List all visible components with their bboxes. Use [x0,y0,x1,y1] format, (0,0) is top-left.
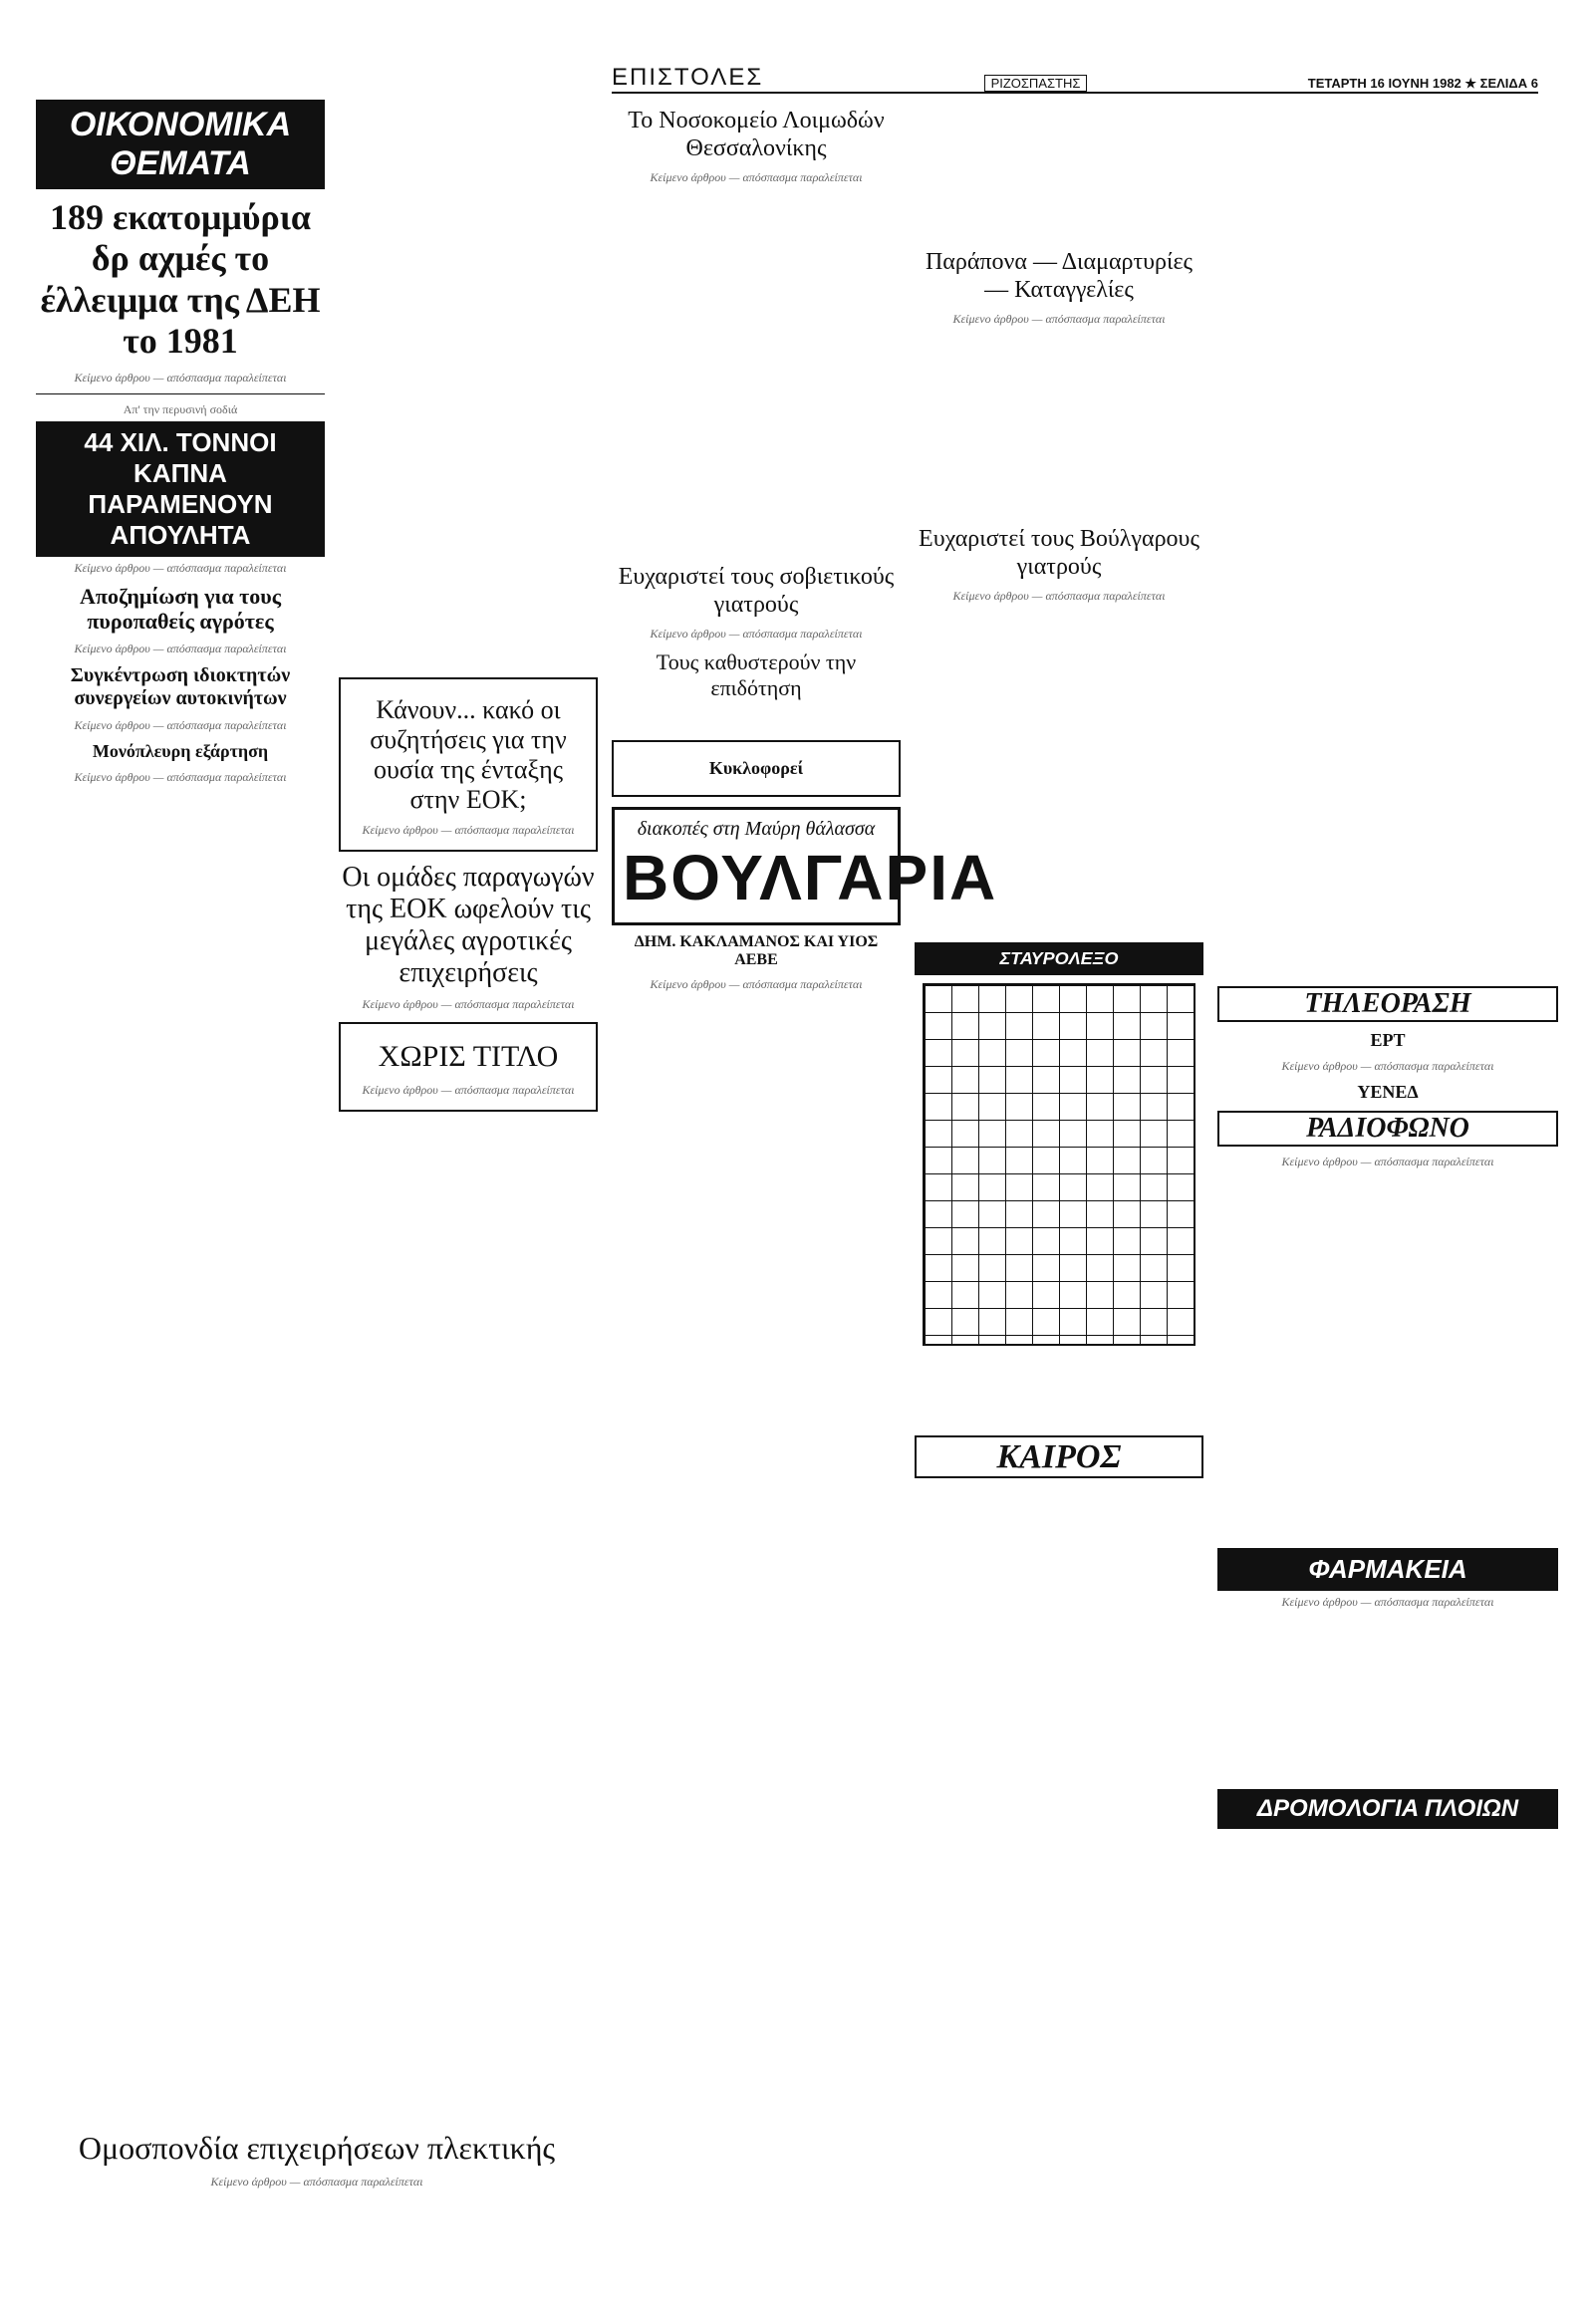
tobacco-headline: 44 ΧΙΛ. ΤΟΝΝΟΙ ΚΑΠΝΑ ΠΑΡΑΜΕΝΟΥΝ ΑΠΟΥΛΗΤΑ [36,421,325,557]
ships-title: ΔΡΟΜΟΛΟΓΙΑ ΠΛΟΙΩΝ [1217,1789,1558,1829]
article-text-placeholder: Κείμενο άρθρου — απόσπασμα παραλείπεται [952,312,1166,327]
kicker: Απ' την περυσινή σοδιά [123,401,238,416]
bottom-story [36,2122,598,2194]
eec-box [339,677,598,852]
untitled-box [339,1022,598,1112]
radio-title: ΡΑΔΙΟΦΩΝΟ [1217,1111,1558,1147]
compensation-headline: Αποζημίωση για τους πυροπαθείς αγρότες [80,583,281,634]
soviet-doctors-headline: Ευχαριστεί τους σοβιετικούς γιατρούς [618,564,895,618]
article-text-placeholder: Κείμενο άρθρου — απόσπασμα παραλείπεται [362,1082,575,1097]
listing-placeholder: Κείμενο άρθρου — απόσπασμα παραλείπεται [1281,1594,1494,1609]
left-column [36,100,325,2284]
company-table-title: ΔΗΜ. ΚΑΚΛΑΜΑΝΟΣ ΚΑΙ ΥΙΟΣ ΑΕΒΕ [634,932,879,969]
article-text-placeholder: Κείμενο άρθρου — απόσπασμα παραλείπεται [74,560,287,575]
pharmacies-title: ΦΑΡΜΑΚΕΙΑ [1217,1548,1558,1591]
article-text-placeholder: Κείμενο άρθρου — απόσπασμα παραλείπεται [650,627,863,642]
article-text-placeholder: Κείμενο άρθρου — απόσπασμα παραλείπεται [362,997,575,1012]
middle-column [339,100,598,2284]
section-banner: ΟΙΚΟΝΟΜΙΚΑ ΘΕΜΑΤΑ [36,100,325,189]
letters-column [612,100,998,2284]
tv-title: ΤΗΛΕΟΡΑΣΗ [1217,986,1558,1022]
ad-brand: ΒΟΥΛΓΑΡΙΑ [623,841,998,913]
article-text-placeholder: Κείμενο άρθρου — απόσπασμα παραλείπεται [74,642,287,656]
issue-date: ΤΕΤΑΡΤΗ 16 ΙΟΥΝΗ 1982 ★ ΣΕΛΙΔΑ 6 [1307,76,1538,91]
bulgarian-doctors-headline: Ευχαριστεί τους Βούλγαρους γιατρούς [919,526,1199,580]
untitled-headline: ΧΩΡΙΣ ΤΙΤΛΟ [378,1040,559,1074]
mechanics-headline: Συγκέντρωση ιδιοκτητών συνεργείων αυτοκινήτων [70,664,291,710]
lead-headline: 189 εκατομμύρια δρ αχμές το έλλειμμα της ΔΕΗ το 1981 [40,197,321,362]
eec-headline: Κάνουν... κακό οι συζητήσεις για την ουσία της ένταξης στην ΕΟΚ; [370,695,567,814]
ad-subtitle: διακοπές στη Μαύρη θάλασσα [637,817,876,840]
circulates-label: Κυκλοφορεί [708,757,804,778]
weather-title: ΚΑΙΡΟΣ [915,1435,1203,1478]
article-text-placeholder: Κείμενο άρθρου — απόσπασμα παραλείπεται [74,370,287,385]
complaints-column [915,100,1203,2284]
table-placeholder: Κείμενο άρθρου — απόσπασμα παραλείπεται [650,977,863,992]
masthead [612,62,1538,94]
tv-channel-yened: ΥΕΝΕΔ [1357,1081,1419,1102]
article-text-placeholder: Κείμενο άρθρου — απόσπασμα παραλείπεται [210,2174,423,2189]
tv-channel-ert: ΕΡΤ [1370,1030,1406,1051]
listings-column [1217,100,1558,2284]
hospital-headline: Το Νοσοκομείο Λοιμωδών Θεσσαλονίκης [628,108,885,161]
section-title: ΕΠΙΣΤΟΛΕΣ [612,64,764,91]
article-text-placeholder: Κείμενο άρθρου — απόσπασμα παραλείπεται [650,170,863,185]
bulgaria-ad [612,807,998,925]
listing-placeholder: Κείμενο άρθρου — απόσπασμα παραλείπεται [1281,1058,1494,1073]
subsidy-headline: Τους καθυστερούν την επιδότηση [656,649,857,700]
listing-placeholder: Κείμενο άρθρου — απόσπασμα παραλείπεται [1281,1154,1494,1168]
dependence-headline: Μονόπλευρη εξάρτηση [92,741,269,762]
complaints-headline: Παράπονα — Διαμαρτυρίες — Καταγγελίες [925,249,1194,303]
paper-name: ΡΙΖΟΣΠΑΣΤΗΣ [984,75,1088,92]
article-text-placeholder: Κείμενο άρθρου — απόσπασμα παραλείπεται [74,769,287,784]
crossword-grid [923,983,1196,1346]
book-ad [612,740,901,797]
article-text-placeholder: Κείμενο άρθρου — απόσπασμα παραλείπεται [952,589,1166,604]
crossword-title: ΣΤΑΥΡΟΛΕΞΟ [915,942,1203,975]
article-text-placeholder: Κείμενο άρθρου — απόσπασμα παραλείπεται [362,822,575,837]
producers-headline: Οι ομάδες παραγωγών της ΕΟΚ ωφελούν τις μεγάλες αγροτικές επιχειρήσεις [342,861,595,989]
article-text-placeholder: Κείμενο άρθρου — απόσπασμα παραλείπεται [74,718,287,733]
knitwear-headline: Ομοσπονδία επιχειρήσεων πλεκτικής [78,2130,556,2166]
